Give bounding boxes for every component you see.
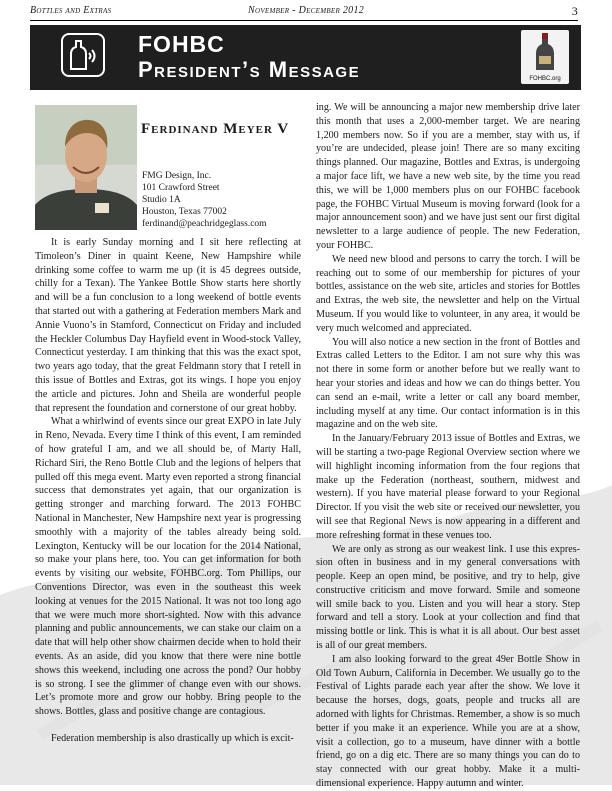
author-name: Ferdinand Meyer V	[141, 121, 290, 137]
address-street: 101 Crawford Street	[142, 183, 220, 193]
article-paragraph: I am also looking forward to the great 49er Bottle Show in Old Town Auburn, California in December. We usually go to the Festival of Lights parade each year after the show. We love it because the horses, dogs, goats, people and trucks all are adorned with lights for Christmas. Remember, a show is so much better if you make it an experience. While you are at a show, visit a collection, go to a museum, have dinner with a bottle friend, go on a dig etc. There are so many things you can do to stay connected with our great hobby. Make it a multi-dimensional experience. Happy autumn and winter.	[316, 653, 580, 790]
address-email: ferdinand@peachridgeglass.com	[142, 219, 267, 229]
bottle-sound-icon	[61, 33, 105, 77]
bottle-seal-icon	[521, 30, 569, 74]
article-paragraph: ing. We will be announcing a major new membership drive later this month that uses a 2,000-member target. We are nearing 1,200 members now. So if you are a member, stay with us, if you’re are undecided, please join! There are so many exciting things planned. Our magazine, Bottles and Extras, is undergoing a major face lift, we have a new web site, by the time you read this, we will be 1,000 members plus on our FOHBC facebook page, the FOHBC Virtual Museum is moving forward (look for a major announcement soon) and we have just sent our first digital newsletter to a large audience of people. The new Federation, your FOHBC.	[316, 102, 580, 251]
page-number: 3	[571, 4, 578, 18]
address-city: Houston, Texas 77002	[142, 207, 227, 217]
article-paragraph: In the January/February 2013 issue of Bottles and Extras, we will be starting a two-page Regional Overview section where we will highlight incoming information from the four regions that make up the Federation (northeast, southern, midwest and western). If you have material please forward to your Regional Director. If you visit the web site or received our newsletter, you will see that Regional News is now appearing in a different and more refreshing format in these venues too.	[316, 433, 580, 541]
article-column-left	[35, 236, 301, 746]
publication-name: Bottles and Extras	[30, 5, 112, 16]
article-column-right	[316, 101, 580, 791]
running-header	[30, 4, 578, 21]
section-banner	[30, 25, 581, 90]
author-photo	[35, 105, 137, 230]
article-paragraph: What a whirlwind of events since our great EXPO in late July in Reno, Nevada. Every time I think of this event, I am reminded of how grateful I am, and we all should be, of Marty Hall, Richard Siri, the Reno Bottle Club and the legions of helpers that pulled off this mega event. Marty even reported a strong financial success that demonstrates yet again, that our organization is getting stronger and marching forward. The 2013 FOHBC National in Manchester, New Hampshire next year is progressing smoothly with a majority of the tables already being sold. Lexington, Kentucky will be our location for the 2014 National, so make your plans here, too. You can get information for both events by visiting our website, FOHBC.org. Tom Phillips, our Conventions Director, was even in the southeast this week looking at venues for the 2015 National. It was not too long ago that we were much more short-sighted. Now with this advance planning and public announcements, we can stake our claim on a date that will help other show chairmen decide when to hold their events. As an aside, did you know that there were nine bottle shows this weekend, including one across the pond? Our hobby is so strong. I see the glimmer of change even with our shows. Let’s promote more and grow our hobby. Bring people to the shows. Bottles, glass and positive change are contagious.	[35, 416, 301, 718]
banner-subtitle: President’s Message	[138, 57, 361, 82]
address-suite: Studio 1A	[142, 195, 181, 205]
author-address	[142, 170, 302, 230]
article-paragraph: We are only as strong as our weakest link. I use this expres-sion often in business and in my general conversations with people. Keep an open mind, be positive, and try to help, give constructive criticism and move forward. Smile and someone will smile back to you. Listen and you will hear a story. Step forward and tell a story. Look at your collection and find that missing bottle or link. This is what it is all about. Our best asset is all of our great members.	[316, 543, 580, 652]
fohbc-logo	[521, 30, 569, 84]
address-company: FMG Design, Inc.	[142, 171, 212, 181]
banner-title: FOHBC	[138, 31, 225, 57]
article-paragraph: It is early Sunday morning and I sit here reflecting at Timoleon’s Diner in quaint Keene, New Hampshire while drinking some coffee to warm me up (it is 45 degrees outside, chilly for a Texan). The Yankee Bottle Show starts here shortly and will be a fun conclusion to a long weekend of bottle events that started out with a gathering at Federation members Mark and Annie Vuono’s in Stamford, Connecticut on Friday and included the Heckler Columbus Day Hayfield event in Wood-stock Valley, Connecticut yesterday. I am thinking that this was the exact spot, two years ago today, that the great Feldmann story that I retell in this issue of Bottles and Extras, got its wings. I hope you enjoy the article and pictures. John and Sheila are wonderful people that represent the foundation and cornerstone of our great hobby.	[35, 237, 301, 414]
article-paragraph: We need new blood and persons to carry the torch. I will be reaching out to some of our membership for pictures of your bottles, assistance on the web site, articles and stories for Bottles and Extras, the web site, the newsletter and help on the Virtual Museum. If you would like to volunteer, in any area, it would be very much welcomed and appreciated.	[316, 253, 580, 334]
article-paragraph: You will also notice a new section in the front of Bottles and Extras called Letters to the Editor. I am not sure why this was not there in some form or another before but we really want to hear your stories and ideas and how we can do things better. You can send an e-mail, write a letter or call any board member, including myself at any time. Our contact information is in this magazine and on the web site.	[316, 336, 580, 431]
issue-date: November - December 2012	[248, 5, 365, 16]
logo-caption: FOHBC.org	[529, 76, 561, 82]
article-paragraph: Federation membership is also drastically up which is excit-	[51, 732, 294, 744]
